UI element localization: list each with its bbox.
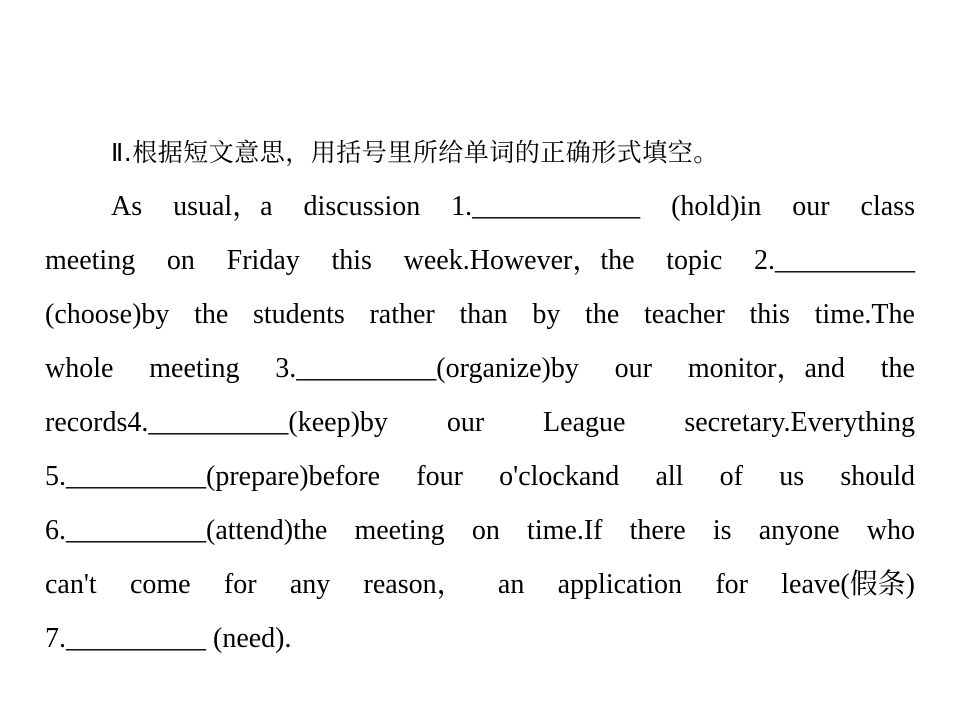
exercise-heading: Ⅱ.根据短文意思，用括号里所给单词的正确形式填空。 bbox=[111, 138, 719, 167]
word: usual，a bbox=[173, 191, 273, 222]
passage-line bbox=[45, 450, 915, 504]
word: class bbox=[860, 191, 915, 222]
passage-line bbox=[45, 234, 915, 288]
word: discussion bbox=[303, 191, 421, 222]
passage-line bbox=[45, 342, 915, 396]
word: meeting bbox=[45, 245, 136, 276]
word: time.If bbox=[527, 515, 603, 546]
blank-5: 5.__________(prepare)before bbox=[45, 461, 381, 492]
word: League bbox=[543, 407, 626, 438]
word: (choose)by bbox=[45, 299, 170, 330]
word: As bbox=[111, 191, 143, 222]
word: come bbox=[129, 569, 191, 600]
word: o'clockand bbox=[499, 461, 620, 492]
word: all bbox=[655, 461, 684, 492]
passage-line bbox=[45, 396, 915, 450]
word: leave(假条) bbox=[781, 569, 915, 600]
blank-2: 2.__________ bbox=[754, 245, 915, 276]
word: week.However，the bbox=[403, 245, 635, 276]
word: (hold)in bbox=[671, 191, 762, 222]
word: meeting bbox=[354, 515, 445, 546]
word: there bbox=[629, 515, 686, 546]
word: secretary.Everything bbox=[684, 407, 915, 438]
word: any bbox=[289, 569, 331, 600]
passage-line bbox=[45, 288, 915, 342]
word: on bbox=[471, 515, 500, 546]
word: rather bbox=[369, 299, 435, 330]
word: who bbox=[866, 515, 915, 546]
word: four bbox=[416, 461, 463, 492]
passage-line bbox=[45, 612, 915, 666]
passage-line bbox=[45, 504, 915, 558]
blank-3: 3.__________(organize)by bbox=[275, 353, 579, 384]
word: an bbox=[497, 569, 525, 600]
word: than bbox=[459, 299, 508, 330]
word: the bbox=[880, 353, 915, 384]
word: monitor，and bbox=[687, 353, 845, 384]
word: our bbox=[446, 407, 485, 438]
word: topic bbox=[666, 245, 723, 276]
word: on bbox=[166, 245, 195, 276]
word: time.The bbox=[814, 299, 915, 330]
word: can't bbox=[45, 569, 97, 600]
word: this bbox=[749, 299, 790, 330]
blank-4: records4.__________(keep)by bbox=[45, 407, 388, 438]
word: by bbox=[532, 299, 561, 330]
word: for bbox=[223, 569, 257, 600]
word: for bbox=[715, 569, 748, 600]
word: the bbox=[194, 299, 229, 330]
word: anyone bbox=[758, 515, 840, 546]
word: the bbox=[585, 299, 620, 330]
word: Friday bbox=[226, 245, 300, 276]
word: our bbox=[792, 191, 830, 222]
word: us bbox=[779, 461, 805, 492]
word: this bbox=[331, 245, 372, 276]
passage-line bbox=[45, 558, 915, 612]
blank-1: 1.____________ bbox=[451, 191, 641, 222]
word: meeting bbox=[149, 353, 240, 384]
blank-7: 7.__________ (need). bbox=[45, 623, 292, 654]
word: our bbox=[614, 353, 652, 384]
word: is bbox=[712, 515, 732, 546]
word: teacher bbox=[643, 299, 725, 330]
word: should bbox=[840, 461, 915, 492]
word: of bbox=[719, 461, 743, 492]
slide-content bbox=[45, 126, 915, 666]
blank-6: 6.__________(attend)the bbox=[45, 515, 328, 546]
word: students bbox=[253, 299, 345, 330]
word: application bbox=[557, 569, 683, 600]
passage-line bbox=[45, 180, 915, 234]
word: whole bbox=[45, 353, 114, 384]
word: reason， bbox=[363, 569, 465, 600]
passage bbox=[45, 180, 915, 666]
